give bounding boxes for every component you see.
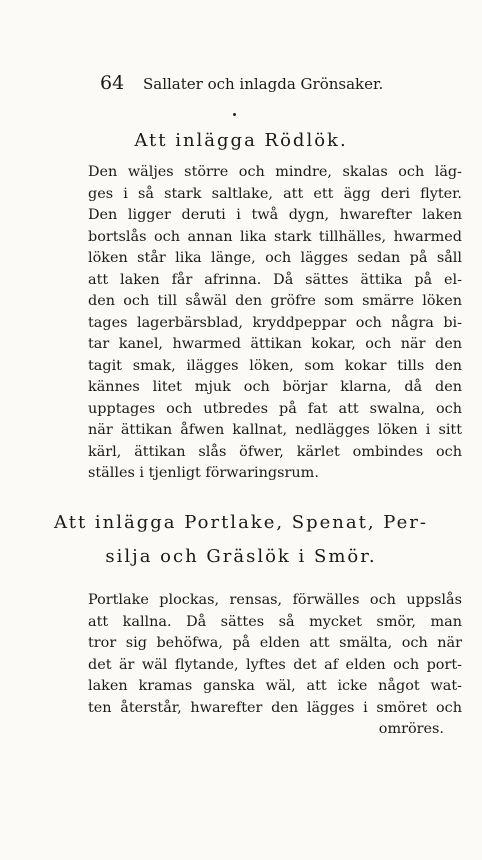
section-title-portlake-line1: Att inlägga Portlake, Spenat, Per- xyxy=(54,512,428,533)
running-title: Sallater och inlagda Grönsaker. xyxy=(142,75,384,93)
text-line: det är wäl flytande, lyftes det af elden och port- xyxy=(88,656,462,673)
text-line: kännes litet mjuk och börjar klarna, då den xyxy=(88,379,462,395)
section-title-rodlok: Att inlägga Rödlök. xyxy=(134,130,348,151)
catchword: omröres. xyxy=(378,721,444,737)
text-line: tagit smak, ilägges löken, som kokar tills den xyxy=(88,357,462,374)
text-line: upptages och utbredes på fat att swalna, och xyxy=(88,400,462,417)
text-line: tar kanel, hwarmed ättikan kokar, och när den xyxy=(88,336,462,352)
text-line: Den wäljes större och mindre, skalas och läg- xyxy=(88,164,462,180)
text-line: tror sig behöfwa, på elden att smälta, och när xyxy=(88,635,462,651)
text-line: när ättikan åfwen kallnat, nedlägges löken i sitt xyxy=(88,422,462,438)
text-line: att kallna. Då sättes så mycket smör, man xyxy=(88,613,462,630)
text-line: ges i så stark saltlake, att ett ägg deri flyter. xyxy=(88,185,462,202)
text-line: att laken får afrinna. Då sättes ättika på el- xyxy=(88,271,462,288)
running-header xyxy=(100,72,420,94)
text-line: Portlake plockas, rensas, förwälles och uppslås xyxy=(88,592,462,608)
section-title-portlake-line2: silja och Gräslök i Smör. xyxy=(105,546,377,567)
text-line: ställes i tjenligt förwaringsrum. xyxy=(88,465,319,481)
text-line: ten återstår, hwarefter den lägges i smöret och xyxy=(88,699,462,716)
text-line: löken står lika länge, och lägges sedan på såll xyxy=(88,250,462,266)
text-line: bortslås och annan lika stark tillhälles, hwarmed xyxy=(88,228,462,245)
page-number: 64 xyxy=(100,72,125,94)
ink-dot xyxy=(233,113,236,116)
section-body-rodlok xyxy=(88,162,462,485)
text-line: kärl, ättikan slås öfwer, kärlet ombindes och xyxy=(88,443,462,460)
section-body-portlake xyxy=(88,590,462,741)
text-line: tages lagerbärsblad, kryddpeppar och några bi- xyxy=(88,314,462,331)
text-line: den och till såwäl den gröfre som smärre löken xyxy=(88,293,462,309)
text-line: Den ligger deruti i twå dygn, hwarefter laken xyxy=(88,207,462,223)
text-line: laken kramas ganska wäl, att icke något wat- xyxy=(88,678,462,694)
